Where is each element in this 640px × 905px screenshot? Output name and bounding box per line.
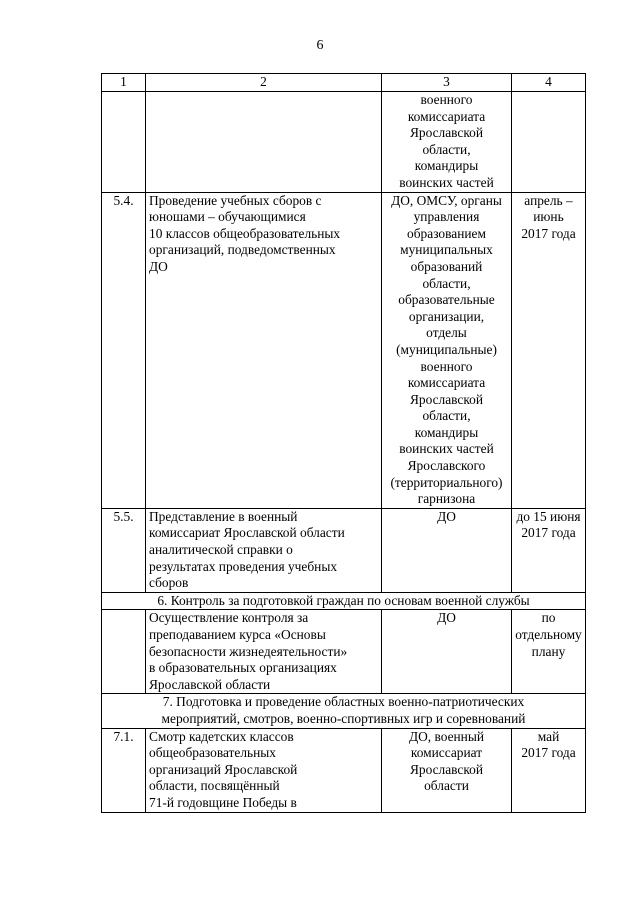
table-row xyxy=(102,92,586,193)
row-number: 5.5. xyxy=(102,508,146,592)
header-col-2: 2 xyxy=(146,74,382,92)
table-row xyxy=(102,508,586,592)
row-number: 5.4. xyxy=(102,192,146,508)
executor-cell: ДО xyxy=(382,508,512,592)
term-cell: до 15 июня 2017 года xyxy=(512,508,586,592)
header-col-1: 1 xyxy=(102,74,146,92)
event-cell: Смотр кадетских классов общеобразовательных организаций Ярославской области, посвящённый 71-й годовщине Победы в xyxy=(146,728,382,812)
section-row xyxy=(102,694,586,728)
header-col-3: 3 xyxy=(382,74,512,92)
table-header-row xyxy=(102,74,586,92)
term-cell: по отдельному плану xyxy=(512,610,586,694)
executor-cell: ДО, военный комиссариат Ярославской области xyxy=(382,728,512,812)
executor-cell: военного комиссариата Ярославской области, командиры воинских частей xyxy=(382,92,512,193)
section-title: 7. Подготовка и проведение областных военно-патриотических мероприятий, смотров, военно-спортивных игр и соревнований xyxy=(102,694,586,728)
page-number: 6 xyxy=(316,38,324,53)
row-number xyxy=(102,610,146,694)
term-cell: апрель – июнь 2017 года xyxy=(512,192,586,508)
event-cell: Представление в военный комиссариат Ярославской области аналитической справки о результатах проведения учебных сборов xyxy=(146,508,382,592)
header-col-4: 4 xyxy=(512,74,586,92)
event-cell: Осуществление контроля за преподаванием курса «Основы безопасности жизнедеятельности» в образовательных организациях Ярославской области xyxy=(146,610,382,694)
section-title: 6. Контроль за подготовкой граждан по основам военной службы xyxy=(102,592,586,610)
event-cell: Проведение учебных сборов с юношами – обучающимися 10 классов общеобразовательных организаций, подведомственных ДО xyxy=(146,192,382,508)
row-number: 7.1. xyxy=(102,728,146,812)
section-row xyxy=(102,592,586,610)
term-cell: май 2017 года xyxy=(512,728,586,812)
executor-cell: ДО xyxy=(382,610,512,694)
table-row xyxy=(102,192,586,508)
table-row xyxy=(102,728,586,812)
plan-table xyxy=(101,73,586,813)
table-row xyxy=(102,610,586,694)
executor-cell: ДО, ОМСУ, органы управления образованием муниципальных образований области, образовательные организации, отделы (муниципальные) военного комиссариата Ярославской области, командиры воинских частей Ярославского (территориального) гарнизона xyxy=(382,192,512,508)
